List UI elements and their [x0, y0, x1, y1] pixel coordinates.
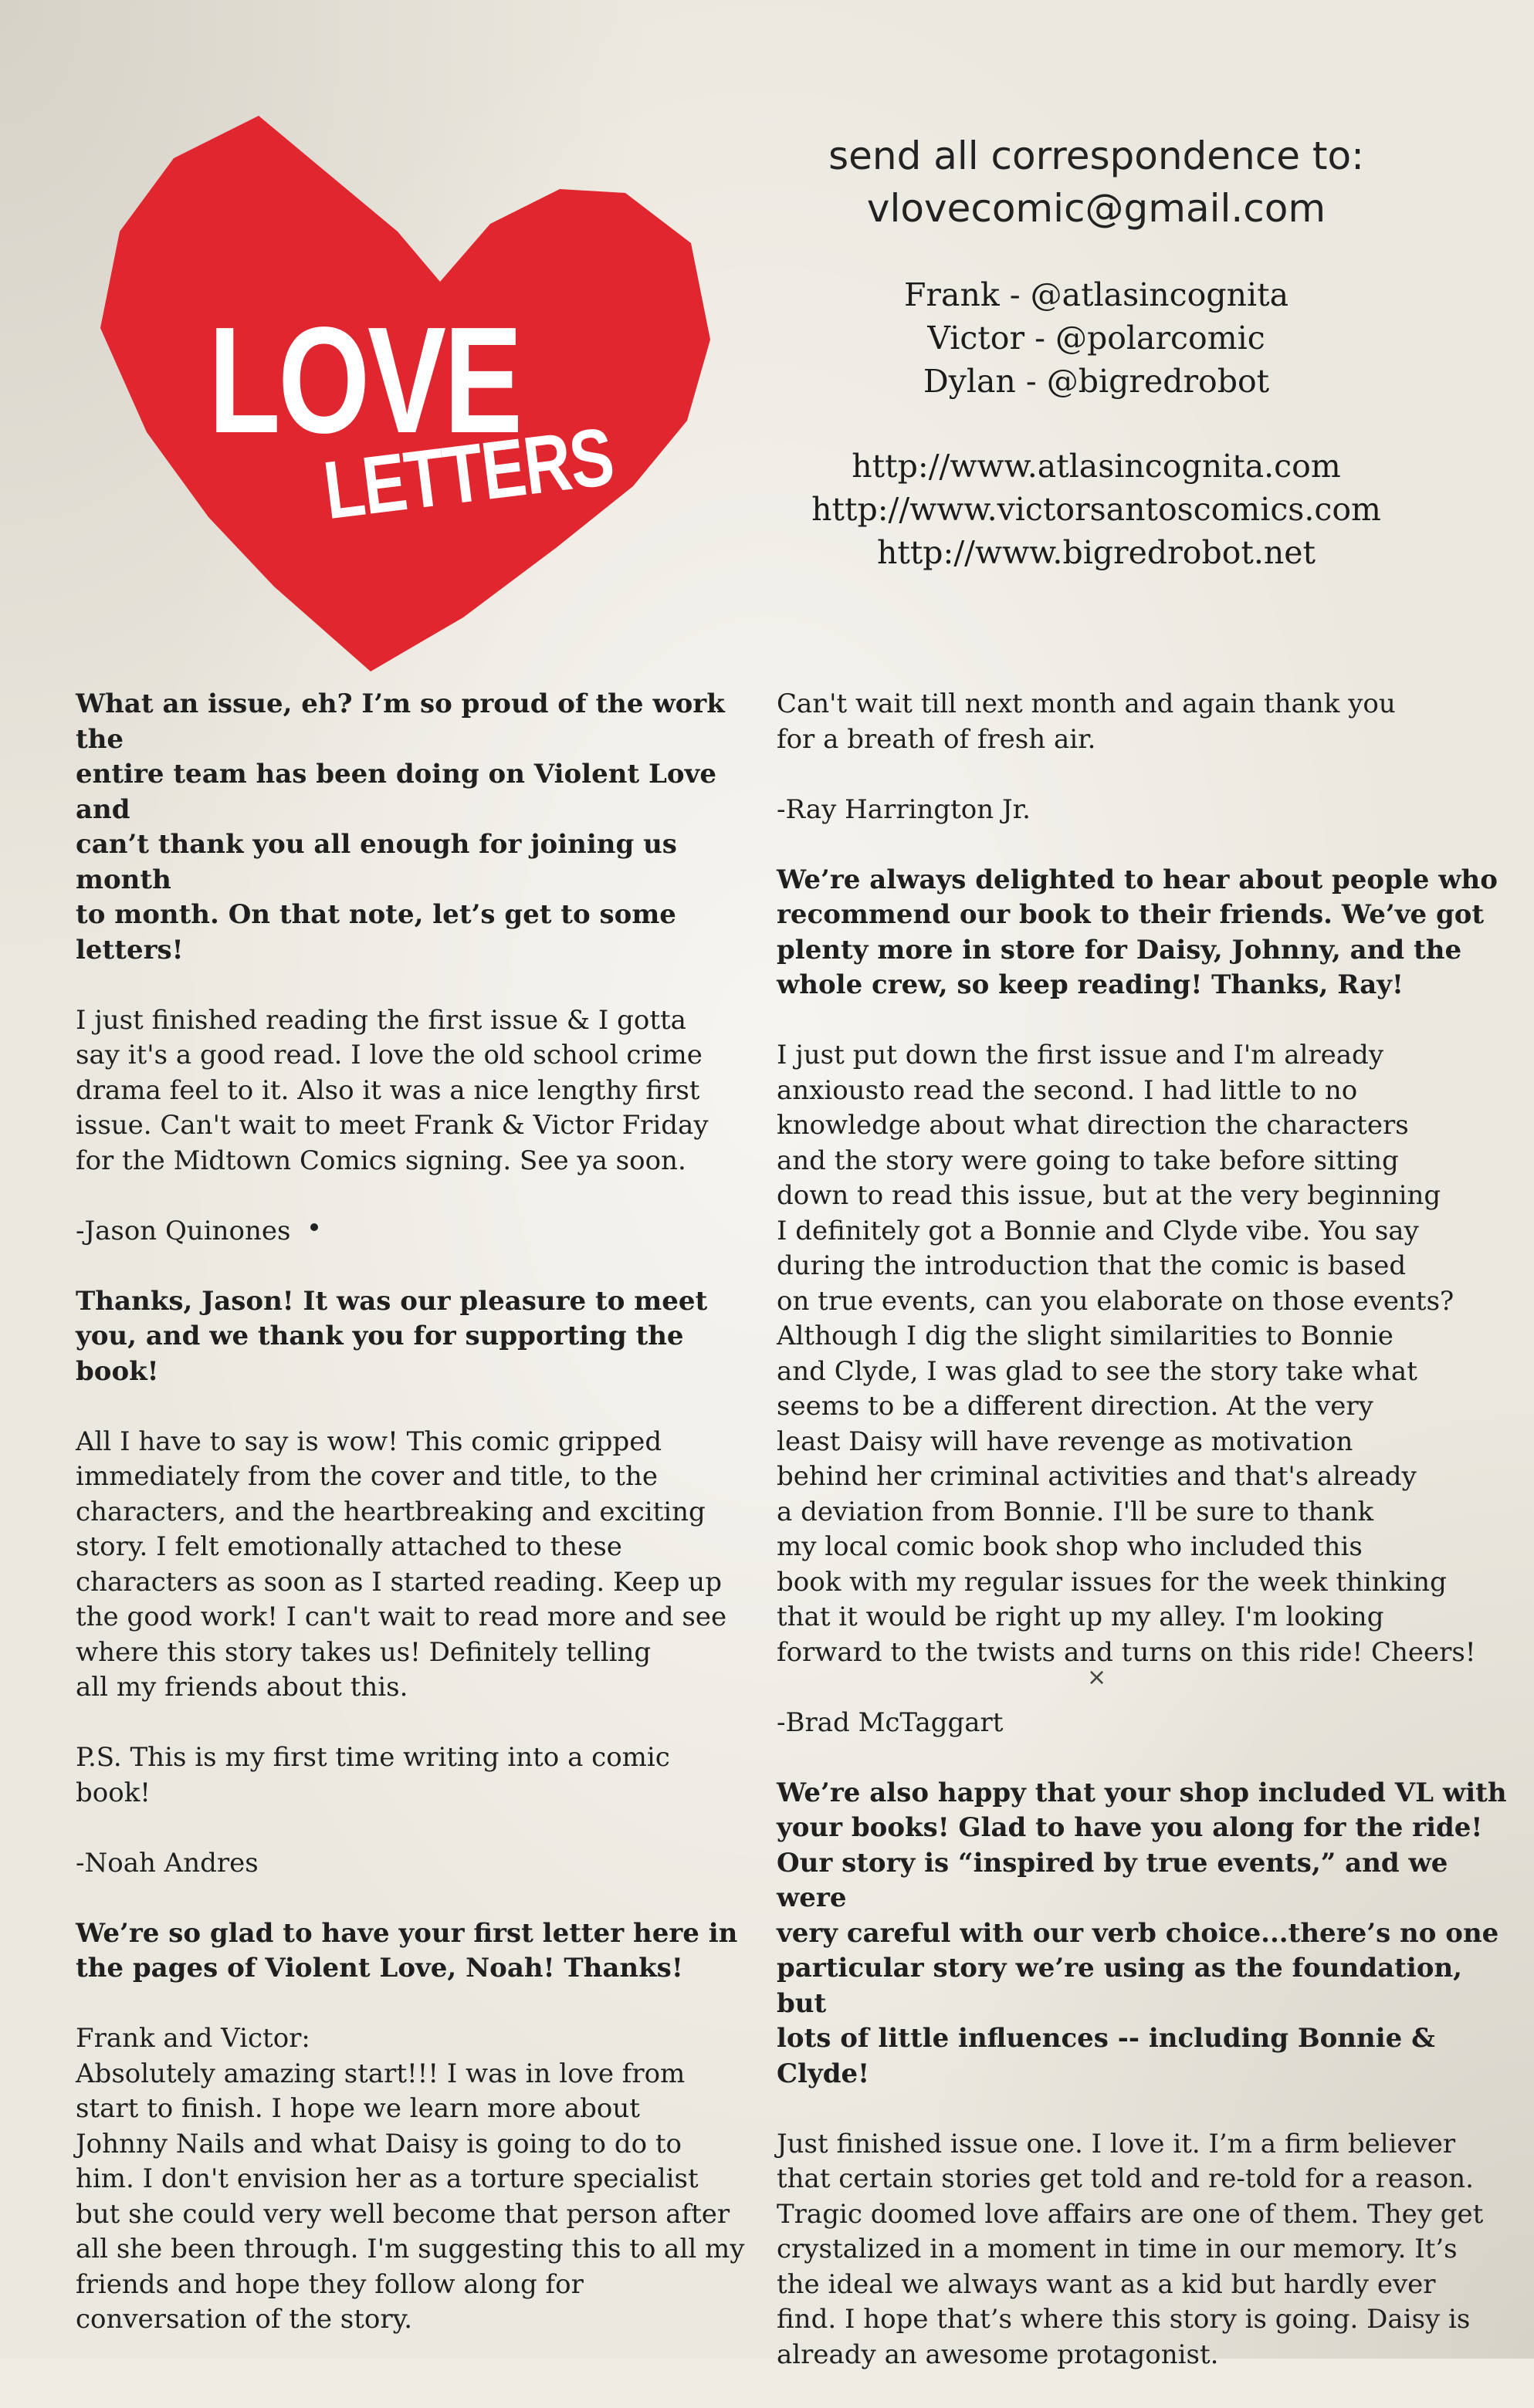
social-handles [749, 273, 1444, 403]
logo-title: LOVE [208, 296, 520, 465]
send-line: send all correspondence to: [828, 134, 1364, 178]
contact-block [749, 130, 1444, 574]
editor-intro: What an issue, eh? I’m so proud of the work the entire team has been doing on Violent Love and can’t thank you all enough for joining us month to month. On that note, let’s get to some letters! [76, 688, 725, 966]
ink-x-mark: × [1087, 1664, 1107, 1691]
series-title: Violent Love [265, 1953, 448, 1984]
signature-jason: -Jason Quinones [76, 1215, 291, 1246]
handle-dylan: Dylan - @bigredrobot [923, 363, 1270, 400]
website-links [749, 445, 1444, 574]
signature-ray: -Ray Harrington Jr. [777, 793, 1031, 825]
signature-brad: -Brad McTaggart [777, 1706, 1004, 1738]
logo-subtitle: LETTERS [319, 411, 618, 537]
reply-brad: We’re also happy that your shop included VL with your books! Glad to have you along for the ride! Our story is “inspired by true events,” and we were very careful with our verb choice...there’s no one particular story we’re using as the foundation, but lots of little influences -- including Bonnie & Clyde! [777, 1777, 1507, 2089]
url-victorsantoscomics[interactable]: http://www.victorsantoscomics.com [811, 491, 1381, 528]
signature-noah: -Noah Andres [76, 1847, 259, 1879]
letter-ray-end: Can't wait till next month and again thank you for a breath of fresh air. [777, 688, 1396, 755]
letters-column-left [76, 687, 770, 2372]
url-atlasincognita[interactable]: http://www.atlasincognita.com [852, 448, 1341, 485]
series-abbrev: VL [1394, 1777, 1434, 1808]
letters-column-right [777, 687, 1510, 2408]
contact-email[interactable]: vlovecomic@gmail.com [866, 186, 1326, 231]
handle-victor: Victor - @polarcomic [927, 320, 1265, 357]
reply-ray: We’re always delighted to hear about people who recommend our book to their friends. We’ve got plenty more in store for Daisy, Johnny, and the whole crew, so keep reading! Thanks, Ray! [777, 864, 1498, 1000]
handle-frank: Frank - @atlasincognita [903, 276, 1289, 313]
letter-noah: All I have to say is wow! This comic gripped immediately from the cover and title, to the characters, and the heartbreaking and exciting story. I felt emotionally attached to these characters as soon as I started reading. Keep up the good work! I can't wait to read more and see where this story takes us! Definitely telling all my friends about this. [76, 1426, 727, 1703]
reply-jason: Thanks, Jason! It was our pleasure to meet you, and we thank you for supporting the book! [76, 1285, 708, 1387]
letter-jason: I just finished reading the first issue & I gotta say it's a good read. I love the old school crime drama feel to it. Also it was a nice lengthy first issue. Can't wait to meet Frank & Victor Friday for the Midtown Comics signing. See ya soon. [76, 1004, 709, 1176]
ink-dot-mark [310, 1223, 318, 1231]
reply-noah: We’re so glad to have your first letter here in the pages of Violent Love, Noah! Thanks! [76, 1917, 738, 1984]
series-title: Violent Love [533, 759, 716, 790]
letter-anonymous: Just finished issue one. I love it. I’m a firm believer that certain stories get told and re-told for a reason. Tragic doomed love affairs are one of them. They get crystalized in a moment in time in our memory. It’s the ideal we always want as a kid but hardly ever find. I hope that’s where this story is going. Daisy is already an awesome protagonist. [777, 2128, 1484, 2370]
url-bigredrobot[interactable]: http://www.bigredrobot.net [876, 534, 1316, 571]
letter-noah-ps: P.S. This is my first time writing into a comic book! [76, 1742, 670, 1808]
letter-ray: Frank and Victor: Absolutely amazing start!!! I was in love from start to finish. I hope we learn more about Johnny Nails and what Daisy is going to do to him. I don't envision her as a torture specialist but she could very well become that person after all she been through. I'm suggesting this to all my friends and hope they follow along for conversation of the story. [76, 2023, 745, 2335]
letter-brad: I just put down the first issue and I'm already anxiousto read the second. I had little to no knowledge about what direction the characters and the story were going to take before sitting down to read this issue, but at the very beginning I definitely got a Bonnie and Clyde vibe. You say during the introduction that the comic is based on true events, can you elaborate on those events? Although I dig the slight similarities to Bonnie and Clyde, I was glad to see the story take what seems to be a different direction. At the very least Daisy will have revenge as motivation behind her criminal activities and that's already a deviation from Bonnie. I'll be sure to thank my local comic book shop who included this book with my regular issues for the week thinking that it would be right up my alley. I'm looking forward to the twists and turns on this ride! Cheers! [777, 1040, 1476, 1668]
